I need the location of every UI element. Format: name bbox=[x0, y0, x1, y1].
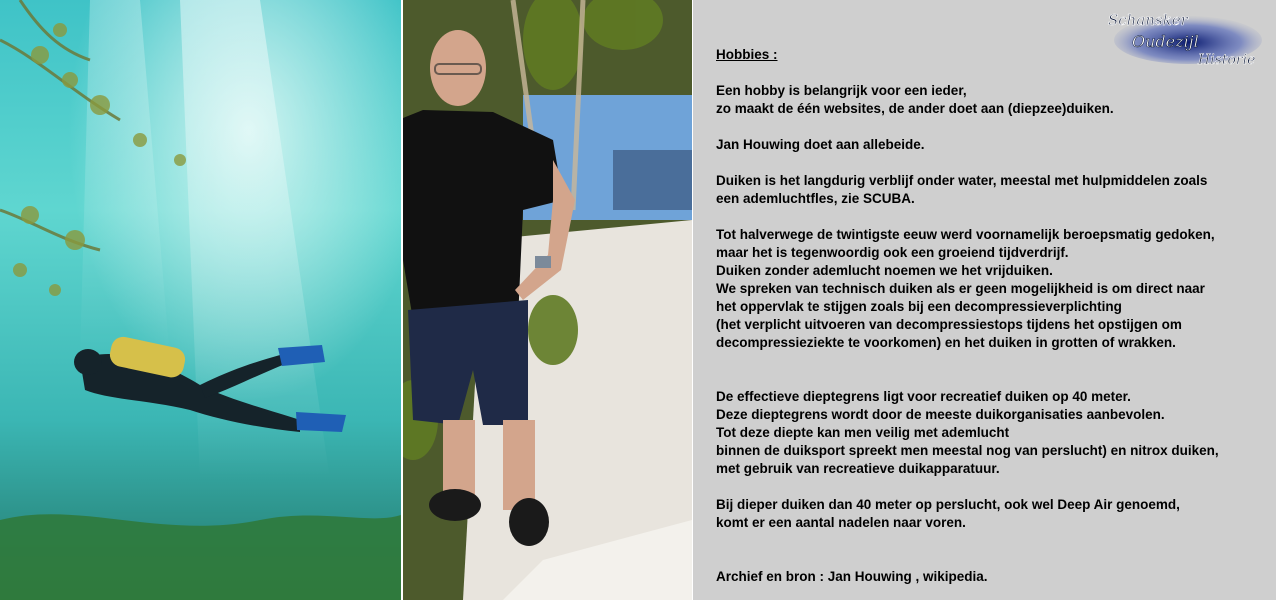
person-portrait-photo bbox=[403, 0, 692, 600]
para-depth-line-5: met gebruik van recreatieve duikapparatuur. bbox=[716, 461, 1000, 476]
diver-illustration bbox=[0, 0, 401, 600]
logo-line-1: Schansker bbox=[1108, 11, 1188, 29]
para-duiken-line-1: Duiken is het langdurig verblijf onder water, meestal met hulpmiddelen zoals bbox=[716, 173, 1208, 188]
para-depth-line-3: Tot deze diepte kan men veilig met ademlucht bbox=[716, 425, 1010, 440]
logo-graphic bbox=[1102, 6, 1270, 68]
para-jan-line-1: Jan Houwing doet aan allebeide. bbox=[716, 137, 925, 152]
diver-underwater-photo bbox=[0, 0, 401, 600]
para-history-line-6: (het verplicht uitvoeren van decompressiestops tijdens het opstijgen om bbox=[716, 317, 1182, 332]
para-history-line-3: Duiken zonder ademlucht noemen we het vrijduiken. bbox=[716, 263, 1053, 278]
logo-line-2: Oudezijl bbox=[1132, 32, 1199, 51]
para-history-line-7: decompressieziekte te voorkomen) en het duiken in grotten of wrakken. bbox=[716, 335, 1176, 350]
para-depth-line-1: De effectieve dieptegrens ligt voor recreatief duiken op 40 meter. bbox=[716, 389, 1131, 404]
logo-line-3: Historie bbox=[1198, 52, 1256, 68]
para-history-line-1: Tot halverwege de twintigste eeuw werd voornamelijk beroepsmatig gedoken, bbox=[716, 227, 1215, 242]
person-illustration bbox=[403, 0, 692, 600]
para-depth-line-4: binnen de duiksport spreekt men meestal nog van perslucht) en nitrox duiken, bbox=[716, 443, 1219, 458]
para-depth-line-2: Deze dieptegrens wordt door de meeste duikorganisaties aanbevolen. bbox=[716, 407, 1165, 422]
para-history-line-5: het oppervlak te stijgen zoals bij een decompressieverplichting bbox=[716, 299, 1122, 314]
para-intro-line-2: zo maakt de één websites, de ander doet aan (diepzee)duiken. bbox=[716, 101, 1114, 116]
source-credit: Archief en bron : Jan Houwing , wikipedia. bbox=[716, 569, 988, 584]
para-intro-line-1: Een hobby is belangrijk voor een ieder, bbox=[716, 83, 967, 98]
schansker-oudezijl-historie-logo bbox=[1102, 6, 1270, 68]
para-duiken-line-2: een ademluchtfles, zie SCUBA. bbox=[716, 191, 915, 206]
hobbies-text-panel bbox=[693, 0, 1276, 600]
para-history-line-2: maar het is tegenwoordig ook een groeiend tijdverdrijf. bbox=[716, 245, 1069, 260]
para-history-line-4: We spreken van technisch duiken als er geen mogelijkheid is om direct naar bbox=[716, 281, 1205, 296]
hobbies-heading: Hobbies : bbox=[716, 47, 778, 62]
para-deepair-line-1: Bij dieper duiken dan 40 meter op perslucht, ook wel Deep Air genoemd, bbox=[716, 497, 1180, 512]
hobbies-body bbox=[716, 82, 1272, 586]
para-deepair-line-2: komt er een aantal nadelen naar voren. bbox=[716, 515, 966, 530]
